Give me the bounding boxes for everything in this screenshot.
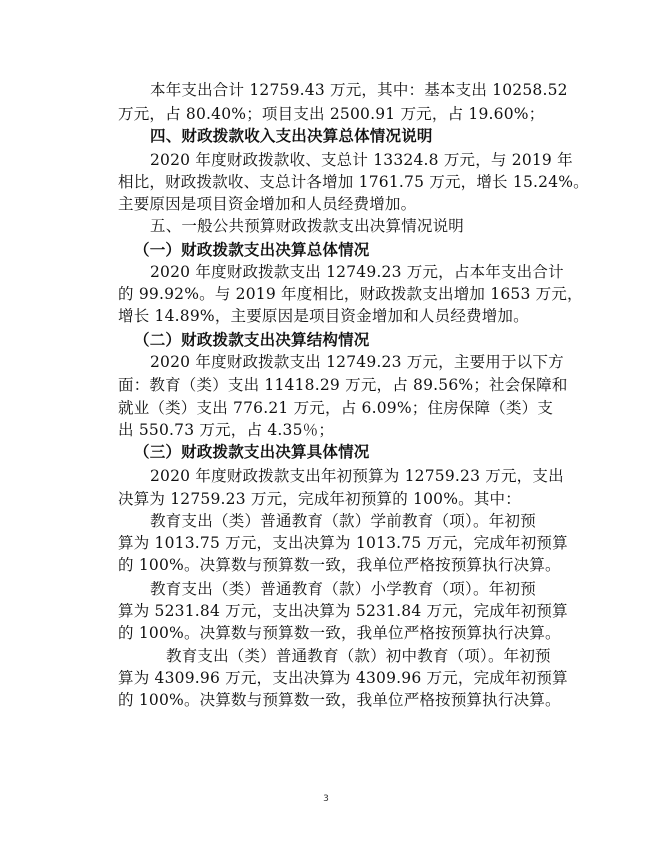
paragraph-line: 主要原因是项目资金增加和人员经费增加。: [118, 195, 417, 213]
section-heading-5: 五、一般公共预算财政拨款支出决算情况说明: [150, 217, 465, 235]
paragraph-line: 2020 年度财政拨款支出年初预算为 12759.23 万元，支出: [150, 467, 564, 485]
paragraph-line: 本年支出合计 12759.43 万元，其中：基本支出 10258.52: [150, 81, 568, 99]
paragraph-line: 的 99.92%。与 2019 年度相比，财政拨款支出增加 1653 万元，: [118, 285, 583, 303]
paragraph-line: 算为 1013.75 万元，支出决算为 1013.75 万元，完成年初预算: [118, 534, 568, 552]
paragraph-line: 面：教育（类）支出 11418.29 万元，占 89.56%；社会保障和: [118, 376, 568, 394]
paragraph-line: 2020 年度财政拨款收、支总计 13324.8 万元，与 2019 年: [150, 151, 573, 169]
paragraph-line: 的 100%。决算数与预算数一致，我单位严格按预算执行决算。: [118, 556, 561, 574]
paragraph-line: 增长 14.89%，主要原因是项目资金增加和人员经费增加。: [118, 307, 529, 325]
paragraph-line: 相比，财政拨款收、支总计各增加 1761.75 万元，增长 15.24%。: [118, 173, 589, 191]
page-number: 3: [323, 794, 329, 804]
paragraph-line: 算为 5231.84 万元，支出决算为 5231.84 万元，完成年初预算: [118, 602, 568, 620]
paragraph-line: 教育支出（类）普通教育（款）学前教育（项）。年初预: [150, 512, 536, 530]
paragraph-line: 决算为 12759.23 万元，完成年初预算的 100%。其中：: [118, 490, 521, 508]
paragraph-line: 的 100%。决算数与预算数一致，我单位严格按预算执行决算。: [118, 691, 561, 709]
section-heading-4: 四、财政拨款收入支出决算总体情况说明: [150, 127, 433, 145]
paragraph-line: 的 100%。决算数与预算数一致，我单位严格按预算执行决算。: [118, 624, 561, 642]
paragraph-line: 出 550.73 万元，占 4.35％；: [118, 421, 335, 439]
paragraph-line: 教育支出（类）普通教育（款）初中教育（项）。年初预: [166, 647, 551, 665]
paragraph-line: 万元，占 80.40%；项目支出 2500.91 万元，占 19.60%；: [118, 105, 545, 123]
paragraph-line: 2020 年度财政拨款支出 12749.23 万元，主要用于以下方: [150, 353, 564, 371]
paragraph-line: 教育支出（类）普通教育（款）小学教育（项）。年初预: [150, 580, 536, 598]
paragraph-line: 就业（类）支出 776.21 万元，占 6.09%；住房保障（类）支: [118, 399, 554, 417]
subsection-heading-1: （一）财政拨款支出决算总体情况: [134, 241, 370, 259]
paragraph-line: 2020 年度财政拨款支出 12749.23 万元，占本年支出合计: [150, 263, 564, 281]
paragraph-line: 算为 4309.96 万元，支出决算为 4309.96 万元，完成年初预算: [118, 669, 568, 687]
subsection-heading-3: （三）财政拨款支出决算具体情况: [134, 443, 370, 461]
subsection-heading-2: （二）财政拨款支出决算结构情况: [134, 331, 370, 349]
